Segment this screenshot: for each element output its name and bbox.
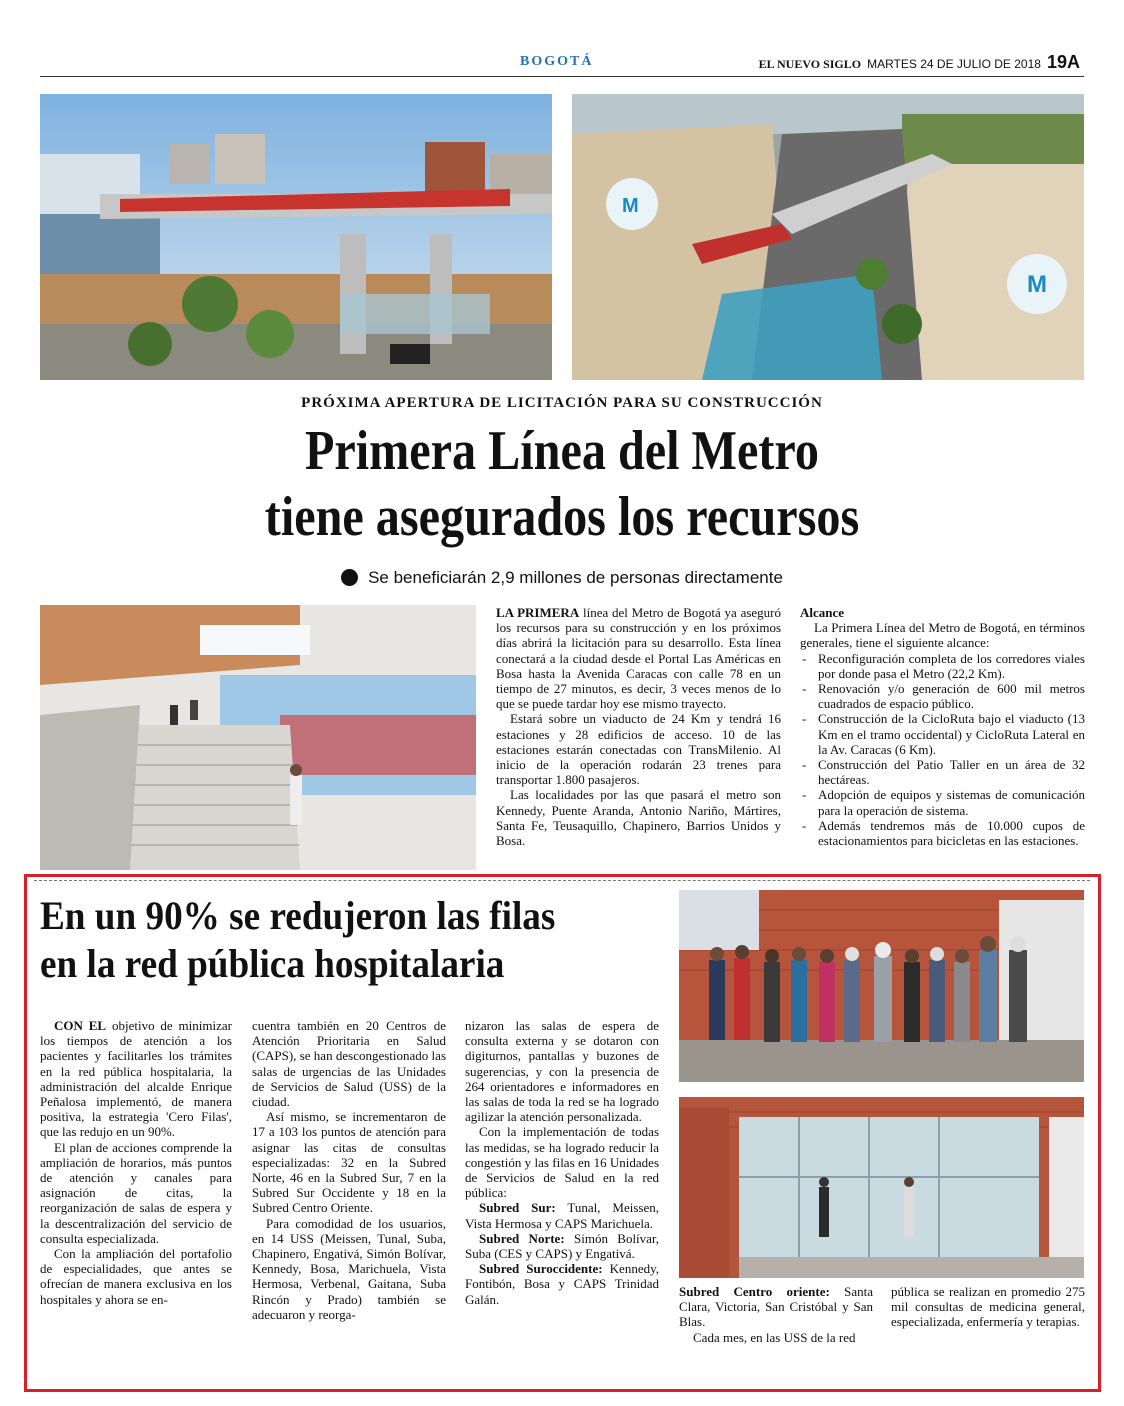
lead-in: CON EL — [54, 1018, 107, 1033]
paragraph-text: objetivo de minimizar los tiempos de atención a los pacientes y facilitarles los trámites en la red pública hospitalaria, la administración del alcalde Enrique Peñalosa implementó, de manera positiva, la estrategia 'Cero Filas', que las redujo en un 90%. — [40, 1018, 232, 1140]
article1-paragraph: Las localidades por las que pasará el metro son Kennedy, Puente Aranda, Antonio Nariño, Mártires, Santa Fe, Teusaquillo, Chapinero, Barrios Unidos y Bosa. — [496, 787, 781, 849]
metro-station-stairs-image — [40, 605, 476, 870]
subred-text: Kennedy, Fontibón, Bosa y CAPS Trinidad Galán. — [465, 1261, 659, 1307]
subhead-text: Se beneficiarán 2,9 millones de personas directamente — [368, 568, 783, 587]
page-number: 19A — [1046, 52, 1080, 72]
article1-column-2 — [800, 605, 1085, 848]
section-label: BOGOTÁ — [520, 54, 594, 69]
list-item: - Reconfiguración completa de los corredores viales por donde pasa el Metro (22,2 Km). — [800, 651, 1085, 681]
svg-text:M: M — [1027, 271, 1047, 298]
paragraph-text: línea del Metro de Bogotá ya aseguró los recursos para su construcción y en los próximos días abrirá la licitación para su desarrollo. Esta línea conectará a la ciudad desde el Portal Las Américas en Bosa hasta la Avenida Caracas con calle 78 en un tiempo de 27 minutos, es decir, 3 veces menos de lo que se puede tardar hoy ese mismo trayecto. — [496, 605, 782, 712]
article2-column-1 — [40, 1018, 232, 1307]
article1-column-1 — [496, 605, 781, 848]
article2-paragraph: Con la implementación de todas las medidas, se ha logrado reducir la congestión y las filas en 16 Unidades de Servicios de Salud en la red pública: — [465, 1124, 659, 1201]
newspaper-name: EL NUEVO SIGLO — [758, 57, 862, 71]
metro-station-aerial-image — [572, 94, 1084, 380]
bullet-dot-icon — [341, 569, 358, 586]
masthead-info — [759, 52, 1080, 73]
header-rule — [40, 76, 1084, 77]
subred-text: Tunal, Meissen, Vista Hermosa y CAPS Marichuela. — [465, 1200, 659, 1231]
list-item: - Adopción de equipos y sistemas de comunicación para la operación de sistema. — [800, 787, 1085, 817]
headline-line-2: en la red pública hospitalaria — [40, 941, 505, 986]
article2-paragraph — [465, 1231, 659, 1261]
scope-list — [800, 651, 1085, 849]
lead-in: LA PRIMERA — [496, 605, 580, 620]
article2-paragraph: Con la ampliación del portafolio de especialidades, que antes se ofrecían de manera exclusiva en los hospitales y ahora se en- — [40, 1246, 232, 1307]
article2-headline — [40, 892, 635, 988]
article-subhead — [0, 568, 1124, 588]
article2-paragraph: nizaron las salas de espera de consulta externa y se dotaron con digiturnos, pantallas y buzones de sugerencias, y con la presencia de 264 orientadores e informadores en las salas de toda la red se ha logrado agilizar la atención personalizada. — [465, 1018, 659, 1125]
subred-label: Subred Suroccidente: — [479, 1261, 603, 1277]
article2-paragraph: pública se realizan en promedio 275 mil consultas de medicina general, especializada, enfermería y terapias. — [891, 1284, 1085, 1330]
article2-column-2 — [252, 1018, 446, 1322]
section-heading: Alcance — [800, 605, 845, 620]
article2-paragraph — [465, 1200, 659, 1230]
article1-paragraph: La Primera Línea del Metro de Bogotá, en términos generales, tiene el siguiente alcance: — [800, 620, 1085, 651]
article1-paragraph: Estará sobre un viaducto de 24 Km y tendrá 16 estaciones y 28 edificios de acceso. 10 de las estaciones estarán conectadas con TransMilenio. Al inicio de la operación rodarán 23 trenes para transportar 1.800 pasajeros. — [496, 711, 781, 788]
hospital-entrance-photo — [679, 1097, 1084, 1278]
list-item: - Renovación y/o generación de 600 mil metros cuadrados de espacio público. — [800, 681, 1085, 711]
article2-column-3 — [465, 1018, 659, 1307]
hospital-queue-photo — [679, 890, 1084, 1082]
article-headline — [79, 418, 1046, 550]
article2-paragraph — [40, 1018, 232, 1140]
list-item: - Construcción de la CicloRuta bajo el viaducto (13 Km en el tramo occidental) y CicloRuta Lateral en la Av. Caracas (6 Km). — [800, 711, 1085, 757]
headline-line-2: tiene asegurados los recursos — [264, 486, 860, 548]
article2-paragraph: Así mismo, se incrementaron de 17 a 103 los puntos de atención para asignar las citas de consultas especializadas: 32 en la Subred Norte, 46 en la Subred Sur, 7 en la Subred Sur Occidente y 18 en la Subred Centro Oriente. — [252, 1109, 446, 1216]
subred-label: Subred Norte: — [479, 1230, 565, 1246]
headline-line-1: En un 90% se redujeron las filas — [40, 893, 556, 938]
metro-viaduct-image — [40, 94, 552, 380]
article2-paragraph: Para comodidad de los usuarios, en 14 USS (Meissen, Tunal, Suba, Chapinero, Engativá, Simón Bolívar, Kennedy, Bosa, Marichuela, Vista Hermosa, Verbenal, Gaitana, Suba Rincón y Prado) también se adecuaron y reorga- — [252, 1215, 446, 1322]
article2-column-4 — [679, 1284, 873, 1345]
svg-text:M: M — [622, 195, 639, 217]
article2-paragraph: cuentra también en 20 Centros de Atención Prioritaria en Salud (CAPS), se han descongestionado las salas de urgencias de las Unidades de Servicios de Salud (USS) de la ciudad. — [252, 1018, 446, 1110]
article2-paragraph — [679, 1284, 873, 1330]
list-item: - Construcción del Patio Taller en un área de 32 hectáreas. — [800, 757, 1085, 787]
issue-date: MARTES 24 DE JULIO DE 2018 — [867, 57, 1041, 71]
article2-column-5 — [891, 1284, 1085, 1330]
article2-paragraph: Cada mes, en las USS de la red — [693, 1329, 856, 1345]
article-kicker: PRÓXIMA APERTURA DE LICITACIÓN PARA SU CONSTRUCCIÓN — [301, 395, 823, 411]
subred-label: Subred Centro oriente: — [679, 1284, 830, 1299]
subred-text: Simón Bolívar, Suba (CES y CAPS) y Engativá. — [465, 1230, 659, 1262]
subred-text: Santa Clara, Victoria, San Cristóbal y San Blas. — [679, 1284, 873, 1330]
subred-label: Subred Sur: — [479, 1200, 556, 1216]
article1-paragraph — [496, 605, 781, 711]
article2-paragraph — [465, 1261, 659, 1307]
list-item: - Además tendremos más de 10.000 cupos de estacionamientos para bicicletas en las estaciones. — [800, 818, 1085, 848]
article2-paragraph: El plan de acciones comprende la ampliación de horarios, más puntos de atención y canales para asignación de citas, la reorganización de salas de espera y la descentralización del servicio de consulta especializada. — [40, 1139, 232, 1246]
headline-line-1: Primera Línea del Metro — [305, 420, 819, 482]
